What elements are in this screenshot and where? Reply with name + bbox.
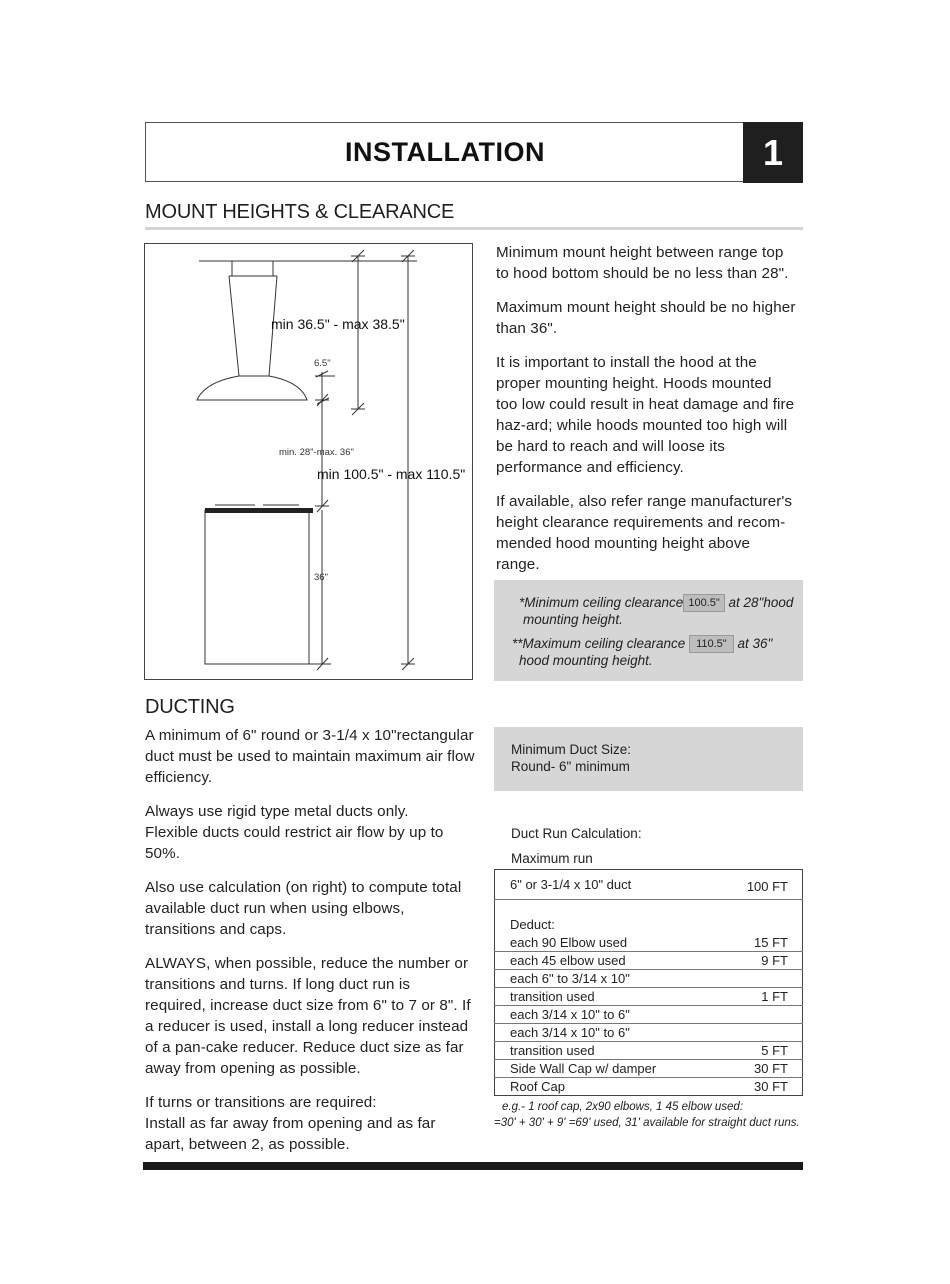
row-value: 9 FT	[714, 952, 803, 970]
ducting-heading: DUCTING	[145, 696, 235, 718]
row-label: Side Wall Cap w/ damper	[494, 1060, 714, 1078]
mount-height-diagram	[144, 243, 473, 680]
row-value	[714, 1024, 803, 1042]
min-duct-size-title: Minimum Duct Size:	[511, 742, 632, 757]
table-row	[494, 1078, 803, 1096]
ducting-instructions	[145, 725, 475, 1168]
max-clearance-line	[512, 635, 797, 653]
row-value: 30 FT	[754, 1079, 788, 1094]
footer-bar	[143, 1162, 803, 1170]
mount-instructions	[496, 242, 796, 588]
table-row	[494, 970, 803, 988]
paragraph: Also use calculation (on right) to compute total available duct run when using elbows, transitions and caps.	[145, 879, 462, 938]
row-label: each 6" to 3/14 x 10"	[510, 971, 630, 986]
min-clearance-line	[519, 594, 799, 612]
row-value	[714, 970, 803, 988]
mount-range-label: min. 28"-max. 36"	[279, 447, 354, 458]
paragraph: Always use rigid type metal ducts only. Flexible ducts could restrict air flow by up to 50%.	[145, 803, 444, 862]
min-duct-size-box	[494, 727, 803, 791]
row-label: transition used	[494, 988, 714, 1006]
max-run-label: Maximum run	[511, 851, 593, 866]
mount-heights-heading: MOUNT HEIGHTS & CLEARANCE	[145, 201, 455, 223]
row-label: Deduct:	[510, 917, 555, 932]
chimney-left	[229, 276, 239, 376]
min-duct-size-value: Round- 6" minimum	[511, 759, 630, 774]
table-row	[494, 869, 803, 900]
paragraph: A minimum of 6" round or 3-1/4 x 10"rectangular duct must be used to maintain maximum air flow efficiency.	[145, 727, 475, 786]
range-top	[205, 508, 313, 513]
row-value	[714, 1006, 803, 1024]
heading-divider	[145, 227, 803, 230]
row-label: each 3/14 x 10" to 6"	[494, 1006, 714, 1024]
max-clearance-line2: hood mounting height.	[519, 653, 653, 668]
table-row	[494, 1006, 803, 1024]
clearance-note-box	[494, 580, 803, 681]
ceiling-clearance-label: min 100.5" - max 110.5"	[317, 466, 466, 482]
row-label: transition used	[494, 1042, 714, 1060]
paragraph: If turns or transitions are required: Install as far away from opening and as far apart, between 2, as possible.	[145, 1094, 436, 1153]
hood-height-label: min 36.5" - max 38.5"	[271, 316, 405, 332]
max-clearance-suffix: at 36"	[737, 636, 773, 651]
paragraph: Minimum mount height between range top to hood bottom should be no less than 28".	[496, 244, 789, 282]
min-clearance-value: 100.5"	[683, 594, 724, 612]
table-row	[494, 1042, 803, 1060]
max-clearance-value: 110.5"	[689, 635, 734, 653]
canopy-height-label: 6.5"	[314, 358, 331, 369]
duct-run-table	[494, 869, 803, 1095]
row-value: 5 FT	[714, 1042, 803, 1060]
min-clearance-line2: mounting height.	[523, 612, 623, 627]
row-value: 100 FT	[714, 869, 803, 900]
paragraph: Maximum mount height should be no higher than 36".	[496, 299, 796, 337]
hood-canopy	[197, 376, 307, 400]
row-label: 6" or 3-1/4 x 10" duct	[494, 869, 714, 900]
range-body	[205, 510, 309, 664]
row-value: 1 FT	[714, 988, 803, 1006]
min-clearance-suffix: at 28"hood	[728, 595, 794, 610]
row-value	[714, 900, 803, 935]
row-label: each 3/14 x 10" to 6"	[494, 1024, 714, 1042]
paragraph: ALWAYS, when possible, reduce the number or transitions and turns. If long duct run is required, increase duct size from 6" to 7 or 8". If a reducer is used, install a long reducer instead of a pan-cake reducer. Reduce duct size as far away from opening as possible.	[145, 955, 471, 1077]
row-label: each 45 elbow used	[494, 952, 714, 970]
calc-example-line2: =30' + 30' + 9' =69' used, 31' available for straight duct runs.	[494, 1117, 800, 1129]
max-clearance-text: **Maximum ceiling clearance	[512, 636, 686, 651]
paragraph: If available, also refer range manufacturer's height clearance requirements and recom-mended hood mounting height above range.	[496, 493, 793, 573]
table-row	[494, 952, 803, 970]
row-label: each 90 Elbow used	[494, 934, 714, 952]
table-row	[494, 900, 803, 935]
table-row	[494, 988, 803, 1006]
table-row	[494, 1024, 803, 1042]
calc-example-line1: e.g.- 1 roof cap, 2x90 elbows, 1 45 elbow used:	[502, 1101, 744, 1113]
row-value: 15 FT	[714, 934, 803, 952]
paragraph: It is important to install the hood at the proper mounting height. Hoods mounted too low could result in heat damage and fire haz-ard; while hoods mounted too high will be hard to reach and will loose its performance and efficiency.	[496, 354, 795, 476]
page-number-badge: 1	[743, 122, 803, 183]
min-clearance-text: *Minimum ceiling clearance	[519, 595, 684, 610]
row-value: 30 FT	[714, 1060, 803, 1078]
hood-range-drawing	[145, 244, 472, 679]
page-title: INSTALLATION	[345, 137, 545, 167]
counter-height-label: 36"	[314, 572, 328, 583]
table-row	[494, 1060, 803, 1078]
table-row	[494, 934, 803, 952]
duct-run-title: Duct Run Calculation:	[511, 826, 642, 841]
row-label: Roof Cap	[510, 1079, 565, 1094]
